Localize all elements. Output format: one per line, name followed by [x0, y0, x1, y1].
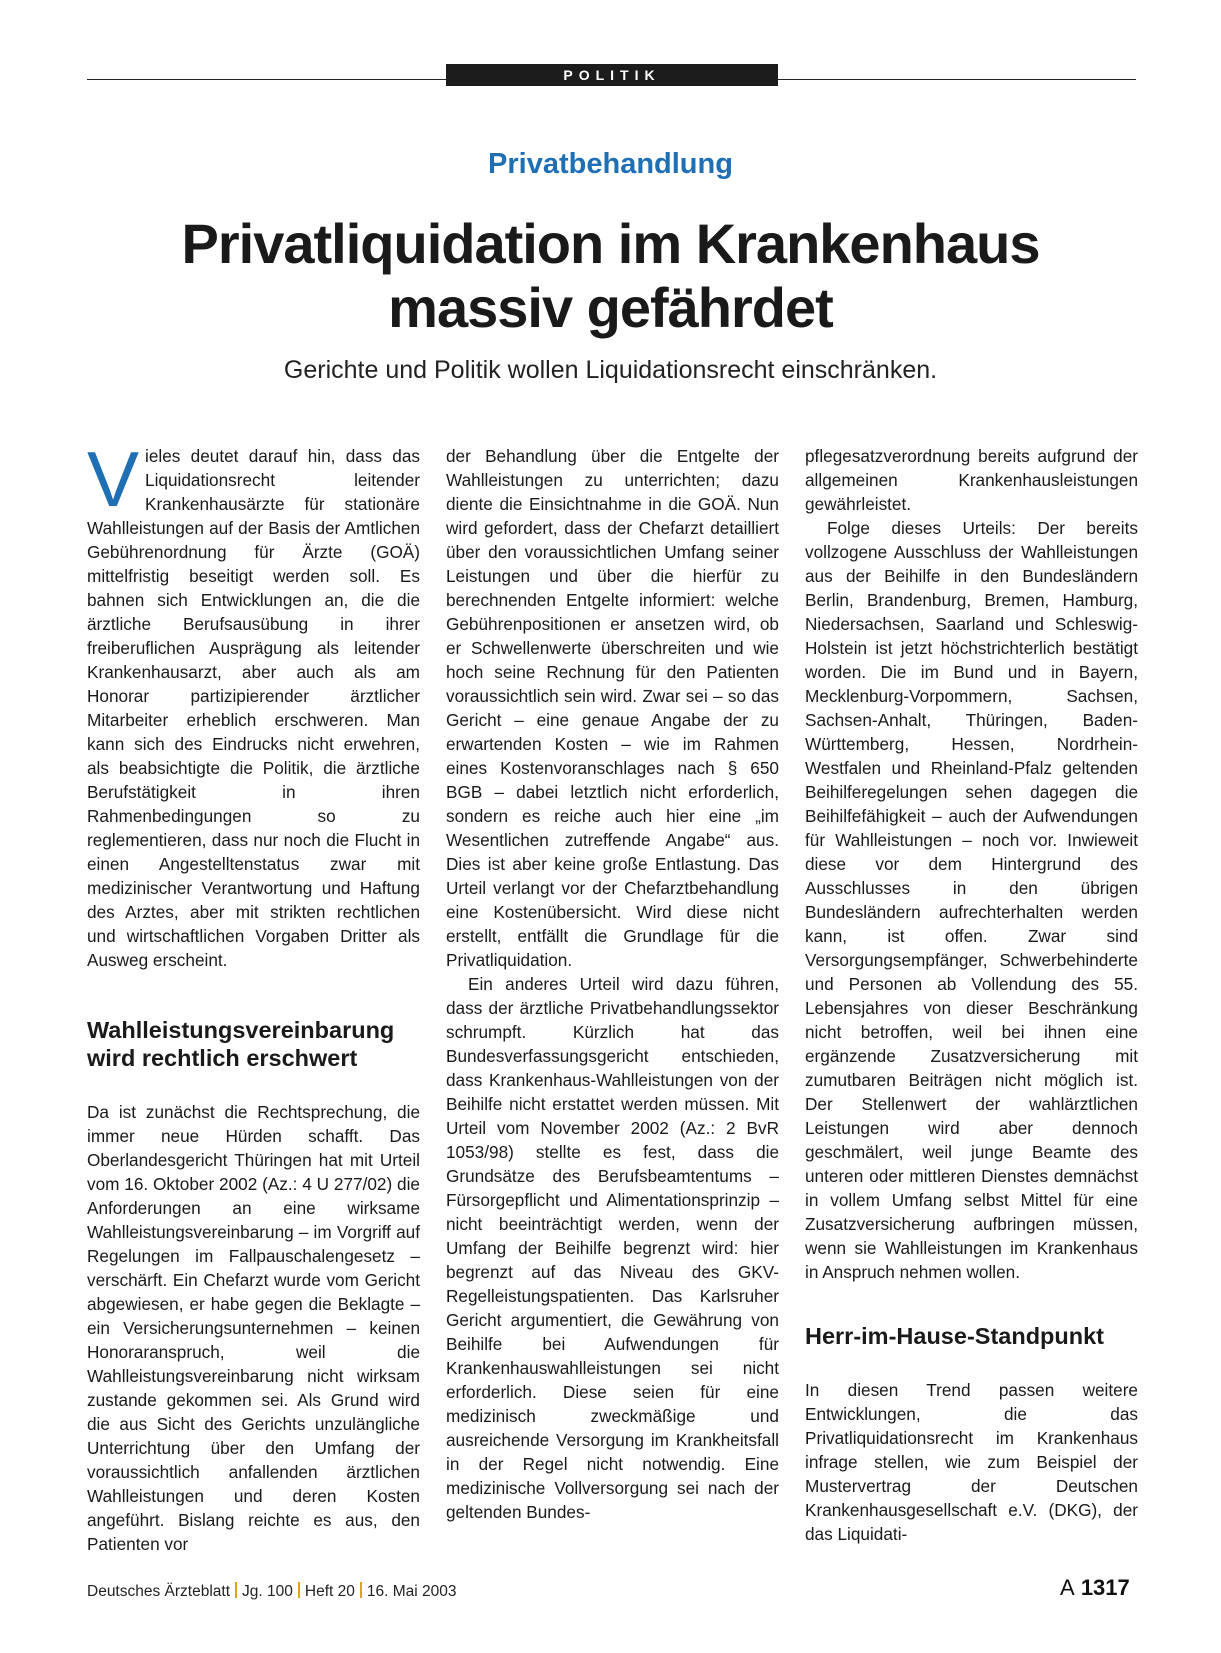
journal-name: Deutsches Ärzteblatt	[87, 1583, 231, 1600]
paragraph-text: ieles deutet darauf hin, dass das Liquidationsrecht leitender Krankenhausärzte für stationäre Wahlleistungen auf der Basis der Amtlichen Gebührenordnung für Ärzte (GOÄ) mittelfristig beseitigt werden soll. Es bahnen sich Entwicklungen an, die die ärztliche Berufsausübung in ihrer freiberuflichen Ausprägung als leitender Krankenhausarzt, aber auch als am Honorar partizipierender ärztlicher Mitarbeiter erheblich erschweren. Man kann sich des Eindrucks nicht erwehren, als beabsichtigte die Politik, die ärztliche Berufstätigkeit in ihren Rahmenbedingungen so zu reglementieren, dass nur noch die Flucht in einen Angestelltenstatus zwar mit medizinischer Verantwortung und Haftung des Arztes, aber mit strikten rechtlichen und wirtschaftlichen Vorgaben Dritter als Ausweg erscheint.	[87, 446, 420, 970]
title-line-1: Privatliquidation im Krankenhaus	[181, 212, 1040, 275]
title-line-2: massiv gefährdet	[388, 276, 833, 339]
paragraph: Da ist zunächst die Rechtsprechung, die immer neue Hürden schafft. Das Oberlandesgericht Thüringen hat mit Urteil vom 16. Oktober 2002 (Az.: 4 U 277/02) die Anforderungen an eine wirksame Wahlleistungsvereinbarung – im Vorgriff auf Regelungen im Fallpauschalengesetz – verschärft. Ein Chefarzt wurde vom Gericht abgewiesen, er habe gegen die Beklagte – ein Versicherungsunternehmen – keinen Honoraranspruch, weil die Wahlleistungsvereinbarung nicht wirksam zustande gekommen sei. Als Grund wird die aus Sicht des Gerichts unzulängliche Unterrichtung über den Umfang der voraussichtlich anfallenden ärztlichen Wahlleistungen und deren Kosten angeführt. Bislang reichte es aus, den Patienten vor	[87, 1102, 420, 1554]
footer-citation	[87, 1582, 456, 1601]
article-title	[60, 212, 1161, 340]
page-number	[1060, 1575, 1130, 1601]
text-column-3	[805, 444, 1138, 1546]
section-heading: Herr-im-Hause-Standpunkt	[805, 1323, 1105, 1349]
paragraph: In diesen Trend passen weitere Entwicklungen, die das Privatliquidationsrecht im Krankenhaus infrage stellen, wie zum Beispiel der Mustervertrag der Deutschen Krankenhausgesellschaft e.V. (DKG), der das Liquidati-	[805, 1380, 1138, 1544]
article-kicker: Privatbehandlung	[488, 148, 733, 180]
dropcap: V	[87, 435, 140, 523]
paragraph: der Behandlung über die Entgelte der Wahlleistungen zu unterrichten; dazu diente die Einsichtnahme in die GOÄ. Nun wird gefordert, dass der Chefarzt detailliert über den voraussichtlichen Umfang seiner Leistungen und über die hierfür zu berechnenden Entgelte informiert: welche Gebührenpositionen er ansetzen wird, ob er Schwellenwerte überschreiten und wie hoch seine Rechnung für den Patienten voraussichtlich sein wird. Zwar sei – so das Gericht – eine genaue Angabe der zu erwartenden Kosten – wie im Rahmen eines Kostenvoranschlages nach § 650 BGB – dabei letztlich nicht erforderlich, sondern es reiche auch hier eine „im Wesentlichen zutreffende Angabe“ aus. Dies ist aber keine große Entlastung. Das Urteil verlangt vor der Chefarztbehandlung eine Kostenübersicht. Wird diese nicht erstellt, entfällt die Grundlage für die Privatliquidation.	[446, 446, 779, 970]
journal-volume: Jg. 100	[242, 1583, 293, 1600]
paragraph: pflegesatzverordnung bereits aufgrund der allgemeinen Krankenhausleistungen gewährleistet.	[805, 446, 1138, 514]
page-prefix: A	[1060, 1575, 1075, 1600]
footer-separator	[298, 1582, 300, 1598]
page-number-value: 1317	[1080, 1575, 1130, 1600]
paragraph: Folge dieses Urteils: Der bereits vollzogene Ausschluss der Wahlleistungen aus der Beihilfe in den Bundesländern Berlin, Brandenburg, Bremen, Hamburg, Niedersachsen, Saarland und Schleswig-Holstein ist jetzt höchstrichterlich bestätigt worden. Die im Bund und in Bayern, Mecklenburg-Vorpommern, Sachsen, Sachsen-Anhalt, Thüringen, Baden-Württemberg, Hessen, Nordrhein-Westfalen und Rheinland-Pfalz geltenden Beihilferegelungen sehen dagegen die Beihilfefähigkeit – auch der Aufwendungen für Wahlleistungen – noch vor. Inwieweit diese vor dem Hintergrund des Ausschlusses in den übrigen Bundesländern aufrechterhalten werden kann, ist offen. Zwar sind Versorgungsempfänger, Schwerbehinderte und Personen ab Vollendung des 55. Lebensjahres von dieser Beschränkung nicht betroffen, weil bei ihnen eine ergänzende Zusatzversicherung mit zumutbaren Beiträgen nicht möglich ist. Der Stellenwert der wahlärztlichen Leistungen wird aber dennoch geschmälert, weil junge Beamte des unteren oder mittleren Dienstes demnächst in vollem Umfang selbst Mittel für eine Zusatzversicherung aufbringen müssen, wenn sie Wahlleistungen im Krankenhaus in Anspruch nehmen wollen.	[805, 518, 1138, 1282]
article-subtitle: Gerichte und Politik wollen Liquidationsrecht einschränken.	[283, 356, 938, 384]
text-column-1	[87, 435, 420, 1556]
footer-separator	[360, 1582, 362, 1598]
journal-issue: Heft 20	[304, 1583, 355, 1600]
section-heading: Wahlleistungsvereinbarung wird rechtlich erschwert	[87, 1017, 395, 1071]
paragraph	[87, 435, 420, 972]
journal-date: 16. Mai 2003	[366, 1583, 457, 1600]
text-column-2	[446, 444, 779, 1524]
section-label: POLITIK	[446, 64, 778, 86]
footer-separator	[235, 1582, 237, 1598]
paragraph: Ein anderes Urteil wird dazu führen, dass der ärztliche Privatbehandlungssektor schrumpft. Kürzlich hat das Bundesverfassungsgericht entschieden, dass Krankenhaus-Wahlleistungen von der Beihilfe nicht erstattet werden müssen. Mit Urteil vom November 2002 (Az.: 2 BvR 1053/98) stellte es fest, dass die Grundsätze des Berufsbeamtentums – Fürsorgepflicht und Alimentationsprinzip – nicht beeinträchtigt werden, wenn der Umfang der Beihilfe begrenzt wird: hier begrenzt auf das Niveau des GKV-Regelleistungspatienten. Das Karlsruher Gericht argumentiert, die Gewährung von Beihilfe bei Aufwendungen für Krankenhauswahlleistungen sei nicht erforderlich. Diese seien für eine medizinisch zweckmäßige und ausreichende Versorgung im Krankheitsfall in der Regel nicht notwendig. Eine medizinische Vollversorgung sei nach der geltenden Bundes-	[446, 974, 779, 1522]
